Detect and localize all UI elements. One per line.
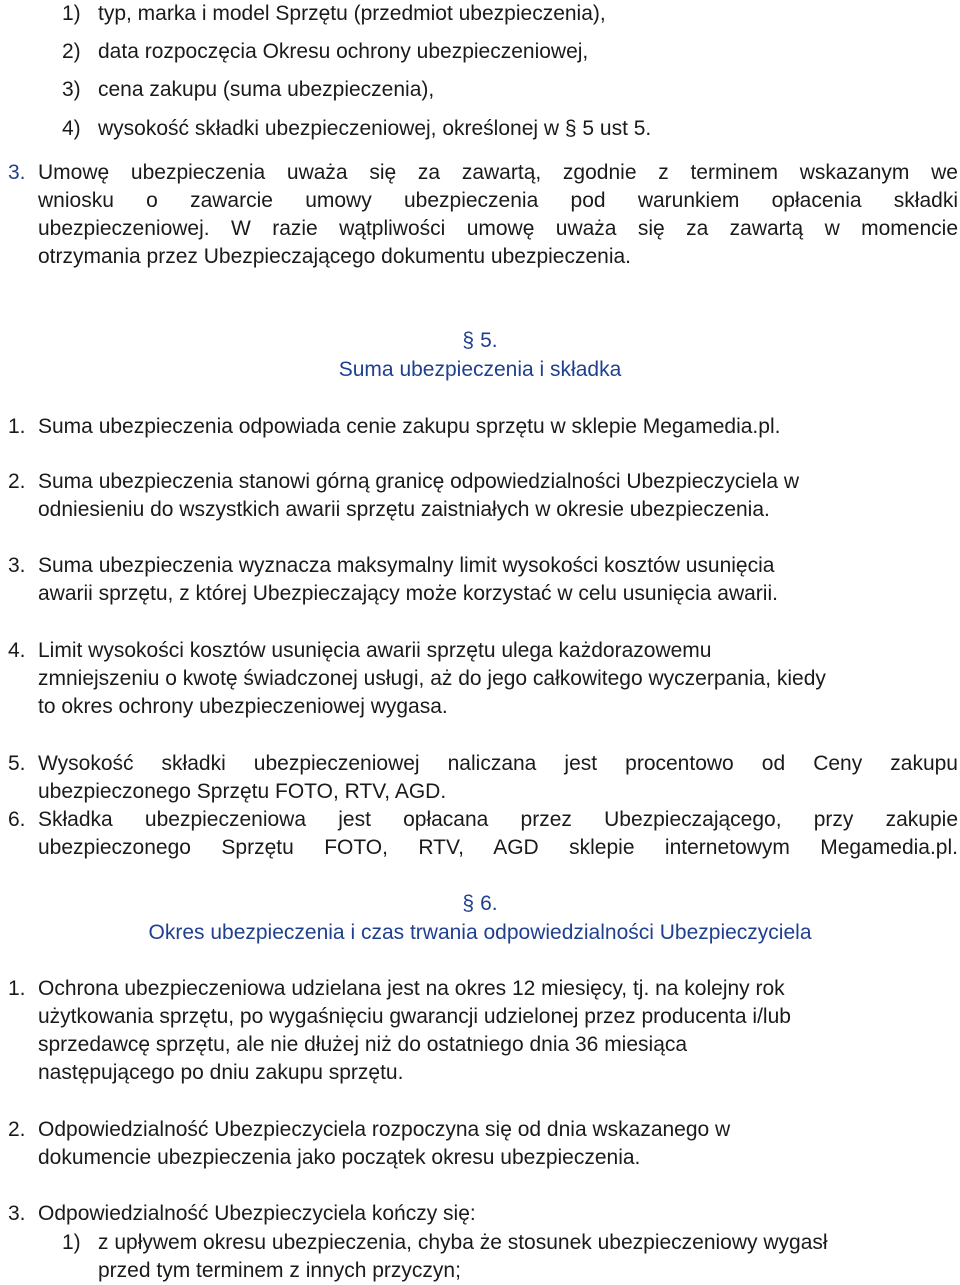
list-item-text: cena zakupu (suma ubezpieczenia), (98, 78, 435, 101)
list-item (62, 0, 952, 28)
paragraph-line: wniosku o zawarcie umowy ubezpieczenia pod warunkiem opłacenia składki (38, 189, 958, 212)
item-number: 3. (8, 1202, 26, 1225)
section-5-item-2 (8, 468, 958, 524)
item-line: Limit wysokości kosztów usunięcia awarii sprzętu ulega każdorazowemu (38, 639, 712, 662)
list-item-text: typ, marka i model Sprzętu (przedmiot ubezpieczenia), (98, 2, 606, 25)
item-line: dokumencie ubezpieczenia jako początek okresu ubezpieczenia. (38, 1146, 641, 1169)
section-6-item-2 (8, 1116, 958, 1172)
item-number: 5. (8, 752, 26, 775)
section-6-item-3 (8, 1200, 958, 1228)
list-item-number: 1) (62, 2, 81, 25)
sub-list-item-continuation (62, 1257, 952, 1285)
item-line: odniesieniu do wszystkich awarii sprzętu zaistniałych w okresie ubezpieczenia. (38, 498, 770, 521)
item-number: 6. (8, 808, 26, 831)
list-item-number: 2) (62, 40, 81, 63)
item-number: 1. (8, 415, 26, 438)
paragraph-3 (8, 159, 958, 271)
item-line: Składka ubezpieczeniowa jest opłacana przez Ubezpieczającego, przy zakupie (38, 808, 958, 831)
section-5-number (0, 327, 960, 355)
list-item (62, 38, 952, 66)
list-item (62, 115, 952, 143)
paragraph-number: 3. (8, 161, 26, 184)
item-number: 1. (8, 977, 26, 1000)
item-line: Suma ubezpieczenia stanowi górną granicę odpowiedzialności Ubezpieczyciela w (38, 470, 800, 493)
item-line: sprzedawcę sprzętu, ale nie dłużej niż do ostatniego dnia 36 miesiąca (38, 1033, 688, 1056)
section-number: 6. (480, 892, 498, 915)
section-6-item-1 (8, 975, 958, 1087)
item-number: 2. (8, 470, 26, 493)
item-line: ubezpieczonego Sprzętu FOTO, RTV, AGD. (38, 780, 447, 803)
item-line: Odpowiedzialność Ubezpieczyciela rozpoczyna się od dnia wskazanego w (38, 1118, 731, 1141)
item-line: Suma ubezpieczenia wyznacza maksymalny limit wysokości kosztów usunięcia (38, 554, 775, 577)
sub-list-item (62, 1229, 952, 1257)
section-5-item-4 (8, 637, 958, 721)
item-line: awarii sprzętu, z której Ubezpieczający może korzystać w celu usunięcia awarii. (38, 582, 778, 605)
item-line: Wysokość składki ubezpieczeniowej naliczana jest procentowo od Ceny zakupu (38, 752, 958, 775)
sub-list-item-line: przed tym terminem z innych przyczyn; (98, 1259, 461, 1282)
list-item-text: wysokość składki ubezpieczeniowej, określonej w § 5 ust 5. (98, 117, 652, 140)
section-6-title: Okres ubezpieczenia i czas trwania odpowiedzialności Ubezpieczyciela (148, 921, 812, 944)
sub-list-item-line: z upływem okresu ubezpieczenia, chyba że stosunek ubezpieczeniowy wygasł (98, 1231, 828, 1254)
list-item-text: data rozpoczęcia Okresu ochrony ubezpieczeniowej, (98, 40, 589, 63)
paragraph-line: Umowę ubezpieczenia uważa się za zawartą, zgodnie z terminem wskazanym we (38, 161, 958, 184)
section-symbol: § (462, 892, 475, 915)
item-number: 3. (8, 554, 26, 577)
item-line: Ochrona ubezpieczeniowa udzielana jest na okres 12 miesięcy, tj. na kolejny rok (38, 977, 785, 1000)
paragraph-line: ubezpieczeniowej. W razie wątpliwości umowę uważa się za zawartą w momencie (38, 217, 958, 240)
paragraph-line: otrzymania przez Ubezpieczającego dokumentu ubezpieczenia. (38, 245, 632, 268)
item-line: Suma ubezpieczenia odpowiada cenie zakupu sprzętu w sklepie Megamedia.pl. (38, 415, 781, 438)
section-6-number (0, 890, 960, 918)
section-number: 5. (480, 329, 498, 352)
section-5-item-6 (8, 806, 958, 862)
list-item-number: 3) (62, 78, 81, 101)
item-line: następującego po dniu zakupu sprzętu. (38, 1061, 404, 1084)
item-number: 2. (8, 1118, 26, 1141)
section-5-item-1 (8, 413, 958, 441)
list-item-number: 4) (62, 117, 81, 140)
item-line: zmniejszeniu o kwotę świadczonej usługi, aż do jego całkowitego wyczerpania, kiedy (38, 667, 826, 690)
item-line: Odpowiedzialność Ubezpieczyciela kończy się: (38, 1202, 476, 1225)
item-number: 4. (8, 639, 26, 662)
item-line: ubezpieczonego Sprzętu FOTO, RTV, AGD sklepie internetowym Megamedia.pl. (38, 836, 958, 859)
list-item (62, 76, 952, 104)
sub-list-item-number: 1) (62, 1231, 81, 1254)
section-symbol: § (462, 329, 475, 352)
item-line: użytkowania sprzętu, po wygaśnięciu gwarancji udzielonej przez producenta i/lub (38, 1005, 791, 1028)
item-line: to okres ochrony ubezpieczeniowej wygasa. (38, 695, 448, 718)
section-5-item-3 (8, 552, 958, 608)
section-5-item-5 (8, 750, 958, 806)
section-5-title: Suma ubezpieczenia i składka (338, 358, 622, 381)
